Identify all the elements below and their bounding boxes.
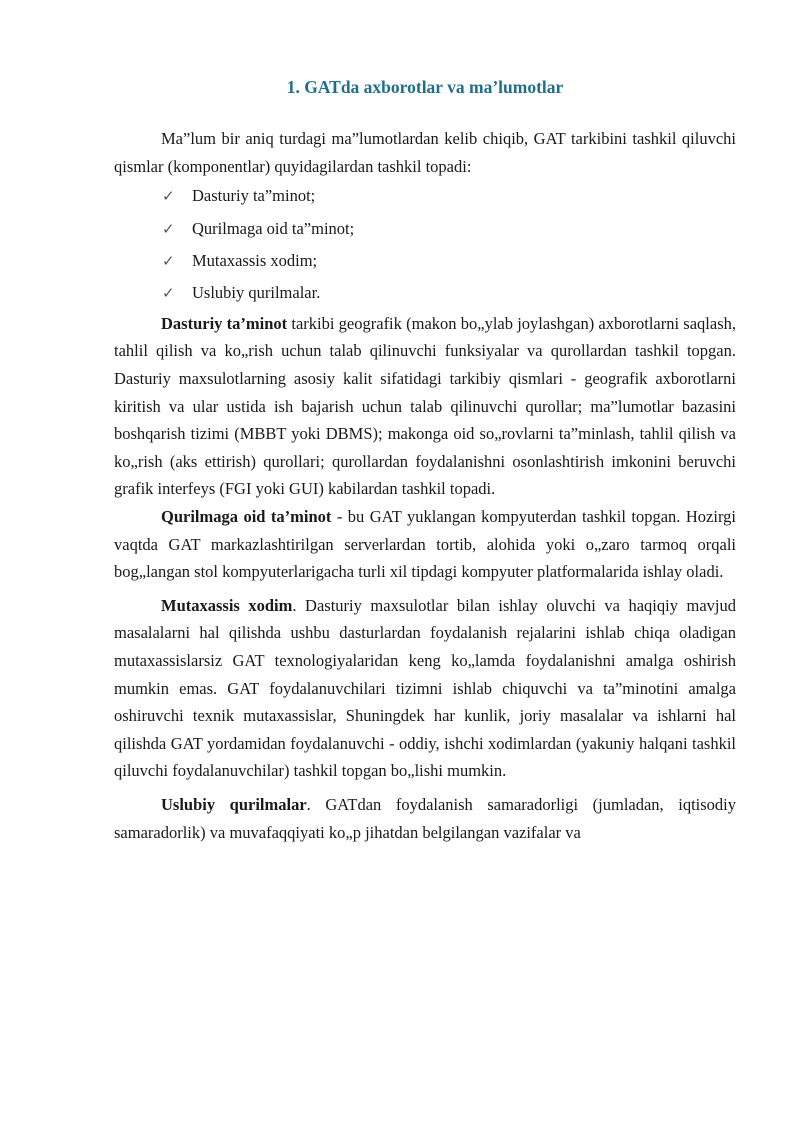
paragraph-text: - bu GAT yuklangan kompyuterdan tashkil topgan. Hozirgi vaqtda GAT markazlashtirilgan serverlardan tortib, alohida yoki o„zaro tarmoq orqali bog„langan stol kompyuterlarigacha turli xil tipdagi kompyuter platformalarida ishlay oladi. <box>114 506 736 582</box>
paragraph-methods <box>114 791 736 846</box>
checkmark-icon: ✓ <box>162 284 175 303</box>
paragraph-heading: Dasturiy ta’minot <box>161 313 288 333</box>
paragraph-software <box>114 310 736 503</box>
list-item-text: Uslubiy qurilmalar. <box>192 283 321 303</box>
checkmark-icon: ✓ <box>162 187 175 206</box>
paragraph-heading: Mutaxassis xodim <box>161 595 293 615</box>
list-item-text: Mutaxassis xodim; <box>192 251 318 270</box>
section-title: 1. GATda axborotlar va ma’lumotlar <box>286 77 564 97</box>
paragraph-text: . Dasturiy maxsulotlar bilan ishlay oluvchi va haqiqiy mavjud masalalarni hal qilishda ushbu dasturlardan foydalanish rejalarini ishlab chiqa oladigan mutaxassislarsiz GAT texnologiyalaridan keng ko„lamda foydalanishni amalga oshirish mumkin emas. GAT foydalanuvchilari tizimni ishlab chiquvchi va ta”minotini amalga oshiruvchi texnik mutaxassislar, Shuningdek har kunlik, joriy masalalar va ishlarni hal qilishda GAT yordamidan foydalanuvchi - oddiy, ishchi xodimlardan (yakuniy halqani tashkil qiluvchi foydalanuvchilar) tashkil topgan bo„lishi mumkin. <box>114 595 736 781</box>
list-item <box>114 245 736 277</box>
document-page <box>114 70 736 846</box>
list-item <box>114 277 736 309</box>
checkmark-icon: ✓ <box>162 219 175 238</box>
paragraph-text: tarkibi geografik (makon bo„ylab joylashgan) axborotlarni saqlash, tahlil qilish va ko„rish uchun talab qilinuvchi funksiyalar va qurollardan tashkil topgan. Dasturiy maxsulotlarning asosiy kalit sifatidagi tarkibiy qismlari - geografik axborotlarni kiritish va ular ustida ish bajarish uchun talab qilinuvchi qurollar; ma”lumotlar bazasini boshqarish tizimi (MBBT yoki DBMS); makonga oid so„rovlarni ta”minlash, tahlil qilish va ko„rish (aks ettirish) qurollari; qurollardan foydalanishni osonlashtirish imkonini beruvchi grafik interfeys (FGI yoki GUI) kabilardan tashkil topadi. <box>114 313 736 499</box>
paragraph-hardware <box>114 503 736 586</box>
paragraph-heading: Uslubiy qurilmalar <box>161 794 307 814</box>
list-item-text: Dasturiy ta”minot; <box>192 186 316 206</box>
list-item <box>114 213 736 245</box>
paragraph-staff <box>114 592 736 785</box>
checkmark-icon: ✓ <box>162 252 175 270</box>
list-item <box>114 180 736 212</box>
paragraph-heading: Qurilmaga oid ta’minot <box>161 506 332 526</box>
paragraph-text: . GATdan foydalanish samaradorligi (jumladan, iqtisodiy samaradorlik) va muvafaqqiyati ko„p jihatdan belgilangan vazifalar va <box>114 794 736 842</box>
intro-paragraph: Ma”lum bir aniq turdagi ma”lumotlardan kelib chiqib, GAT tarkibini tashkil qiluvchi qismlar (komponentlar) quyidagilardan tashkil topadi: <box>114 129 736 176</box>
component-list <box>114 180 736 310</box>
list-item-text: Qurilmaga oid ta”minot; <box>192 218 355 238</box>
